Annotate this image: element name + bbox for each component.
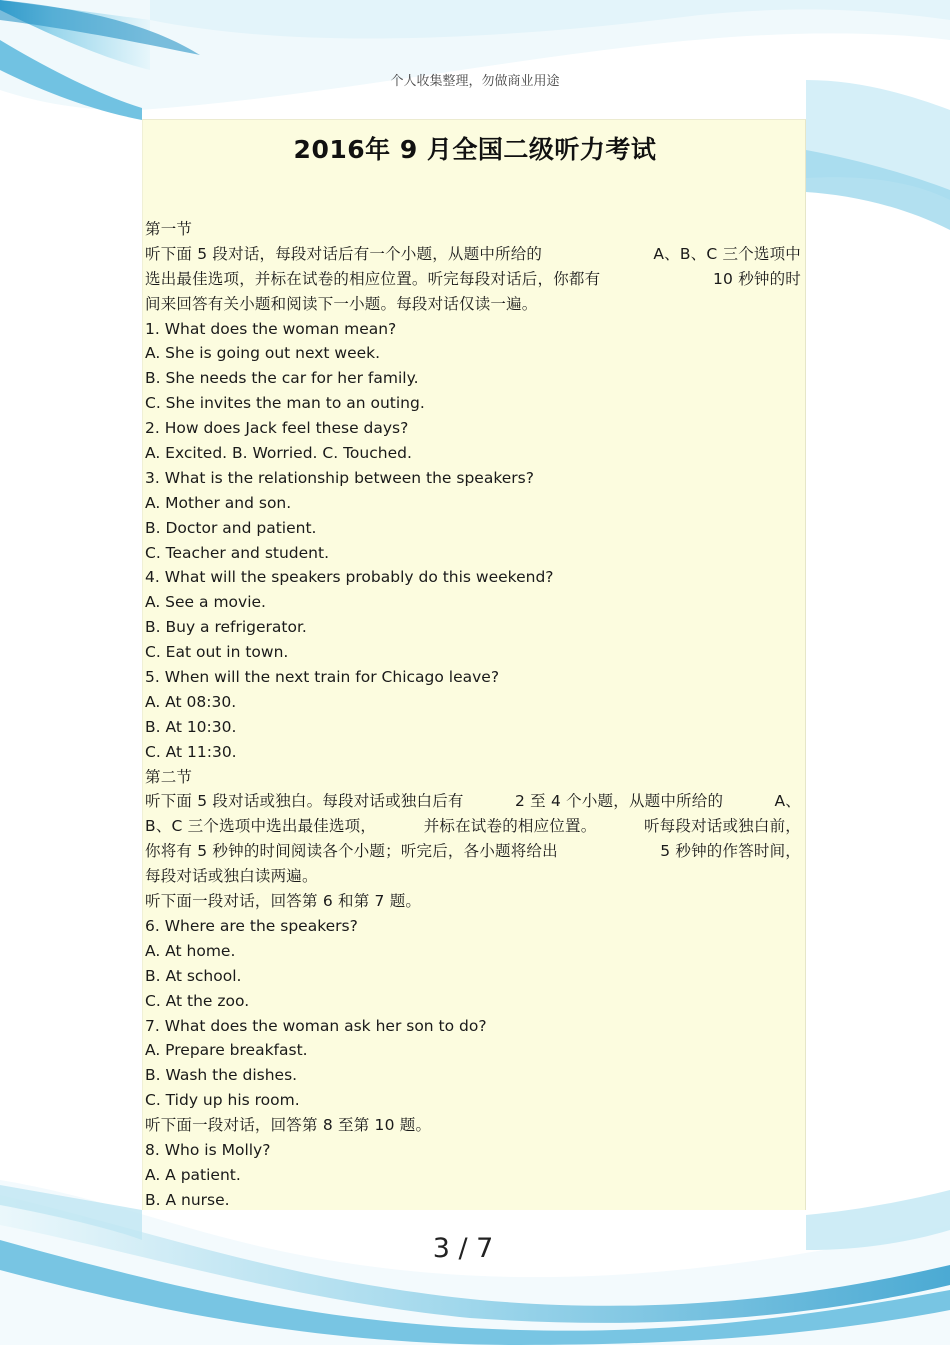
option-line: B. Wash the dishes. (145, 1066, 298, 1085)
instruction-line (145, 267, 801, 292)
group-intro: 听下面一段对话，回答第 6 和第 7 题。 (145, 892, 422, 911)
instruction-text: 听每段对话或独白前， (643, 817, 801, 836)
instruction-line (145, 839, 801, 864)
question-line: 7. What does the woman ask her son to do? (145, 1016, 487, 1035)
question-line: 1. What does the woman mean? (145, 319, 397, 338)
instruction-text: A、 (774, 792, 801, 811)
section-heading: 第二节 (145, 767, 193, 786)
instruction-text: B、C 三个选项中选出最佳选项， (145, 817, 377, 836)
option-line: A. A patient. (145, 1165, 241, 1184)
option-line: B. At 10:30. (145, 717, 237, 736)
instruction-line (145, 789, 801, 814)
instruction-line: 每段对话或独白读两遍。 (145, 867, 318, 886)
section-heading: 第一节 (145, 220, 193, 238)
question-line: 8. Who is Molly? (145, 1140, 271, 1159)
page-number: 3 / 7 (432, 1233, 494, 1264)
instruction-text: 并标在试卷的相应位置。 (423, 817, 597, 836)
option-line: B. Doctor and patient. (145, 518, 317, 537)
question-line: 2. How does Jack feel these days? (145, 419, 409, 438)
option-line: A. Prepare breakfast. (145, 1041, 308, 1060)
option-line: C. Eat out in town. (145, 643, 289, 662)
group-intro: 听下面一段对话，回答第 8 至第 10 题。 (145, 1116, 432, 1135)
question-line: 6. Where are the speakers? (145, 916, 358, 935)
option-line: C. Teacher and student. (145, 543, 329, 562)
question-line: 3. What is the relationship between the speakers? (145, 468, 534, 487)
option-line: A. See a movie. (145, 593, 266, 612)
option-line: A. Mother and son. (145, 493, 292, 512)
option-line: B. A nurse. (145, 1190, 230, 1209)
instruction-text: 选出最佳选项，并标在试卷的相应位置。听完每段对话后，你都有 (145, 269, 601, 288)
page-title: 2016年 9 月全国二级听力考试 (293, 135, 657, 164)
instruction-line (145, 242, 801, 267)
instruction-text: 10 秒钟的时 (712, 269, 801, 288)
instruction-text: 你将有 5 秒钟的时间阅读各个小题；听完后，各小题将给出 (145, 842, 558, 861)
instruction-text: 听下面 5 段对话或独白。每段对话或独白后有 (145, 792, 464, 811)
option-line: C. Tidy up his room. (145, 1091, 300, 1110)
option-line: C. At the zoo. (145, 991, 250, 1010)
page-content (145, 217, 801, 1210)
option-line: A. At 08:30. (145, 692, 237, 711)
option-line: C. At 11:30. (145, 742, 237, 761)
option-line: B. Buy a refrigerator. (145, 618, 307, 637)
instruction-text: A、B、C 三个选项中 (653, 244, 801, 263)
option-line: A. Excited. B. Worried. C. Touched. (145, 444, 412, 463)
option-line: C. She invites the man to an outing. (145, 394, 425, 413)
option-line: B. She needs the car for her family. (145, 369, 419, 388)
question-line: 5. When will the next train for Chicago leave? (145, 668, 500, 687)
option-line: A. She is going out next week. (145, 344, 381, 363)
option-line: B. At school. (145, 966, 242, 985)
question-line: 4. What will the speakers probably do this weekend? (145, 568, 554, 587)
instruction-line: 间来回答有关小题和阅读下一小题。每段对话仅读一遍。 (145, 294, 538, 313)
document-page (142, 119, 806, 1210)
instruction-text: 2 至 4 个小题，从题中所给的 (514, 792, 724, 811)
option-line: A. At home. (145, 941, 236, 960)
instruction-text: 5 秒钟的作答时间， (660, 842, 801, 861)
instruction-line (145, 814, 801, 839)
instruction-text: 听下面 5 段对话，每段对话后有一个小题，从题中所给的 (145, 244, 543, 263)
watermark: 个人收集整理，勿做商业用途 (390, 74, 560, 89)
